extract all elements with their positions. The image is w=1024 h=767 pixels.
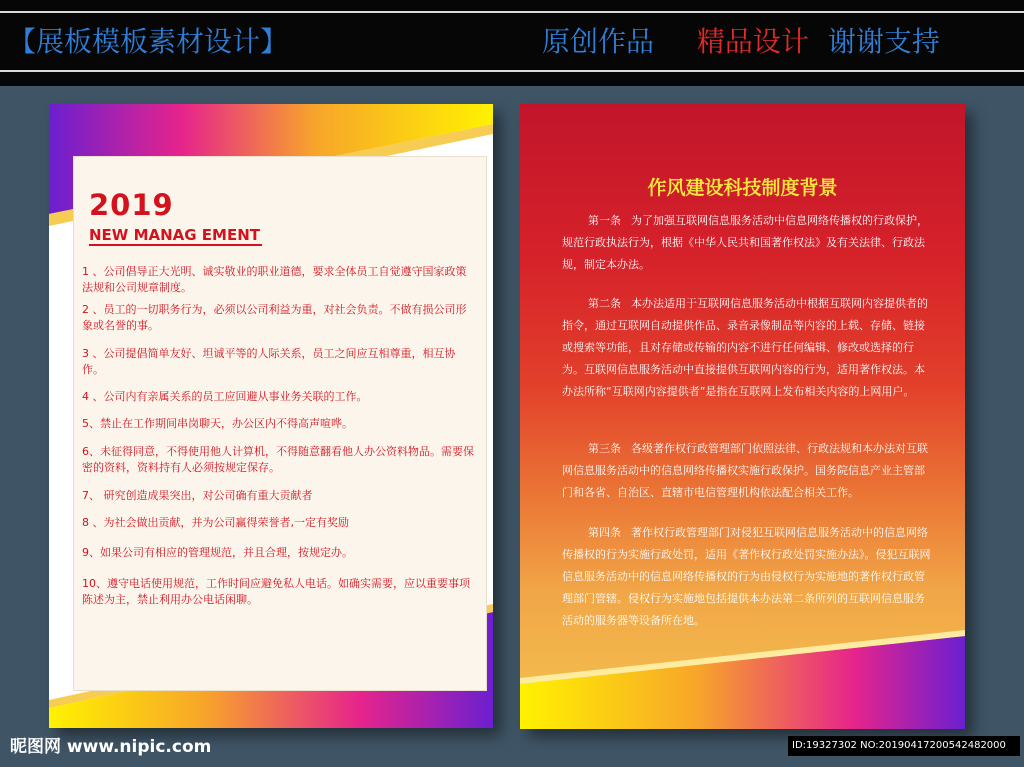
list-item: 10、遵守电话使用规范，工作时间应避免私人电话。如确实需要，应以重要事项陈述为主，禁止利用办公电话闲聊。 xyxy=(82,577,470,606)
tag-thanks: 谢谢支持 xyxy=(827,25,940,58)
list-item: 8 、为社会做出贡献，并为公司赢得荣誉者,一定有奖励 xyxy=(82,516,349,529)
list-item: 9、如果公司有相应的管理规范，并且合理，按规定办。 xyxy=(82,546,353,559)
article-1 xyxy=(562,210,932,276)
header-bottom-rule xyxy=(0,70,1024,72)
list-item: 6、未征得同意，不得使用他人计算机，不得随意翻看他人办公资料物品。需要保密的资料，资料持有人必须按规定保存。 xyxy=(82,445,474,474)
subtitle-heading: NEW MANAG EMENT xyxy=(89,226,261,244)
subtitle-underline xyxy=(89,244,262,246)
article-3-label: 第三条 xyxy=(588,442,621,455)
article-4-text: 著作权行政管理部门对侵犯互联网信息服务活动中的信息网络传播权的行为实施行政处罚，适用《著作权行政处罚实施办法》。侵犯互联网信息服务活动中的信息网络传播权的行为由侵权行为实施地的著作权行政管理部门管辖。侵权行为实施地包括提供本办法第二条所列的互联网信息服务活动的服务器等设备所在地。 xyxy=(562,526,931,627)
list-item: 3 、公司提倡简单友好、坦诚平等的人际关系，员工之间应互相尊重，相互协作。 xyxy=(82,347,456,376)
tag-quality: 精品设计 xyxy=(696,25,809,58)
header-top-rule xyxy=(0,11,1024,13)
list-item: 2 、员工的一切职务行为，必须以公司利益为重，对社会负责。不做有损公司形象或名誉的事。 xyxy=(82,303,467,332)
article-2 xyxy=(562,293,932,403)
list-item: 7、 研究创造成果突出，对公司确有重大贡献者 xyxy=(82,489,313,502)
article-4 xyxy=(562,522,932,632)
site-watermark: 昵图网 www.nipic.com xyxy=(10,737,212,757)
article-3 xyxy=(562,438,932,504)
article-4-label: 第四条 xyxy=(588,526,621,539)
article-3-text: 各级著作权行政管理部门依照法律、行政法规和本办法对互联网信息服务活动中的信息网络传播权实施行政保护。国务院信息产业主管部门和各省、自治区、直辖市电信管理机构依法配合相关工作。 xyxy=(562,442,928,499)
list-item: 5、禁止在工作期间串岗聊天，办公区内不得高声喧哗。 xyxy=(82,417,353,430)
list-item: 4 、公司内有亲属关系的员工应回避从事业务关联的工作。 xyxy=(82,390,368,403)
right-poster xyxy=(520,104,965,729)
tag-original: 原创作品 xyxy=(542,25,655,58)
year-heading: 2019 xyxy=(89,188,174,222)
article-1-text: 为了加强互联网信息服务活动中信息网络传播权的行政保护，规范行政执法行为，根据《中华人民共和国著作权法》及有关法律、行政法规，制定本办法。 xyxy=(562,214,928,271)
image-id-label: ID:19327302 NO:20190417200542482000 xyxy=(788,736,1020,756)
header-title: 【展板模板素材设计】 xyxy=(8,25,289,58)
article-2-label: 第二条 xyxy=(588,297,621,310)
article-2-text: 本办法适用于互联网信息服务活动中根据互联网内容提供者的指令，通过互联网自动提供作品、录音录像制品等内容的上载、存储、链接或搜索等功能，且对存储或传输的内容不进行任何编辑、修改或选择的行为。互联网信息服务活动中直接提供互联网内容的行为，适用著作权法。本办法所称“互联网内容提供者”是指在互联网上发布相关内容的上网用户。 xyxy=(562,297,928,398)
header-bar xyxy=(0,0,1024,86)
list-item: 1 、公司倡导正大光明、诚实敬业的职业道德，要求全体员工自觉遵守国家政策法规和公司规章制度。 xyxy=(82,265,467,294)
article-1-label: 第一条 xyxy=(588,214,621,227)
right-title: 作风建设科技制度背景 xyxy=(647,177,838,199)
header-tagline xyxy=(542,22,940,62)
